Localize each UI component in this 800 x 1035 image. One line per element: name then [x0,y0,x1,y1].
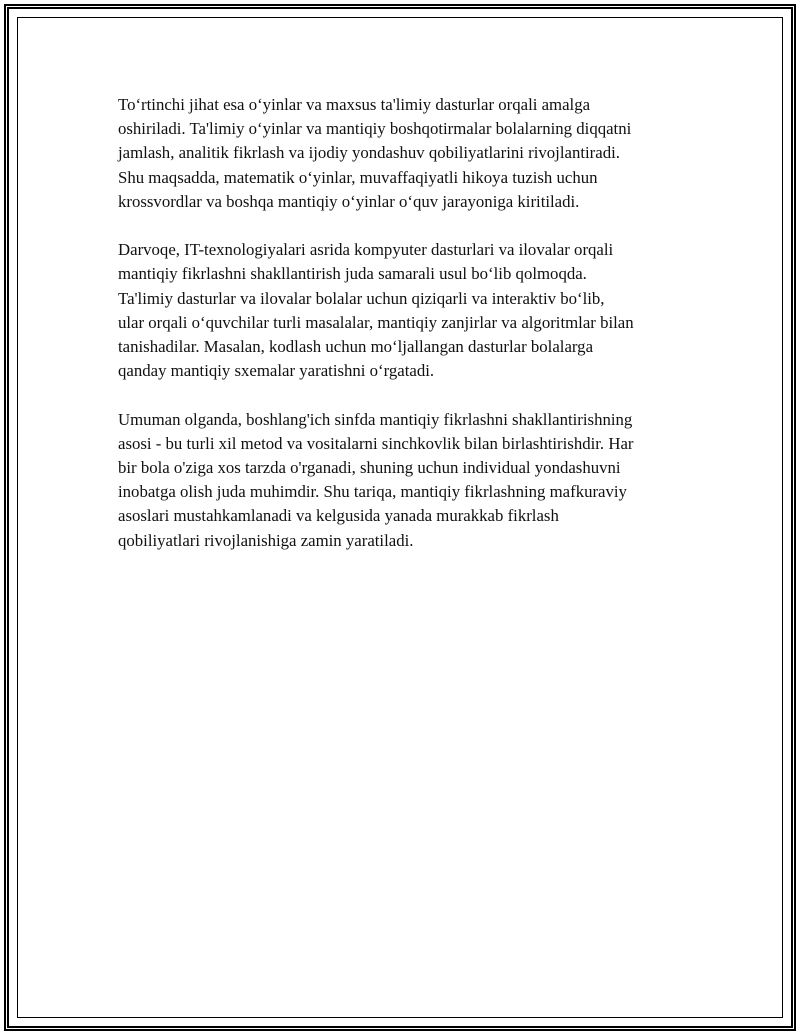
paragraph-3: Umuman olganda, boshlang'ich sinfda mantiqiy fikrlashni shakllantirishning asosi - bu turli xil metod va vositalarni sinchkovlik bilan birlashtirishdir. Har bir bola o'ziga xos tarzda o'rganadi, shuning uchun individual yondashuvni inobatga olish juda muhimdir. Shu tariqa, mantiqiy fikrlashning mafkuraviy asoslari mustahkamlanadi va kelgusida yanada murakkab fikrlash qobiliyatlari rivojlanishiga zamin yaratiladi. [118,409,634,550]
paragraph-1: To‘rtinchi jihat esa o‘yinlar va maxsus ta'limiy dasturlar orqali amalga oshiriladi. Ta'limiy o‘yinlar va mantiqiy boshqotirmalar bolalarning diqqatni jamlash, analitik fikrlash va ijodiy yondashuv qobiliyatlarini rivojlantiradi. Shu maqsadda, matematik o‘yinlar, muvaffaqiyatli hikoya tuzish uchun krossvordlar va boshqa mantiqiy o‘yinlar o‘quv jarayoniga kiritiladi. [118,95,632,211]
document-body [118,93,698,577]
paragraph-2: Darvoqe, IT-texnologiyalari asrida kompyuter dasturlari va ilovalar orqali mantiqiy fikrlashni shakllantirish juda samarali usul bo‘lib qolmoqda. Ta'limiy dasturlar va ilovalar bolalar uchun qiziqarli va interaktiv bo‘lib, ular orqali o‘quvchilar turli masalalar, mantiqiy zanjirlar va algoritmlar bilan tanishadilar. Masalan, kodlash uchun mo‘ljallangan dasturlar bolalarga qanday mantiqiy sxemalar yaratishni o‘rgatadi. [118,240,634,381]
